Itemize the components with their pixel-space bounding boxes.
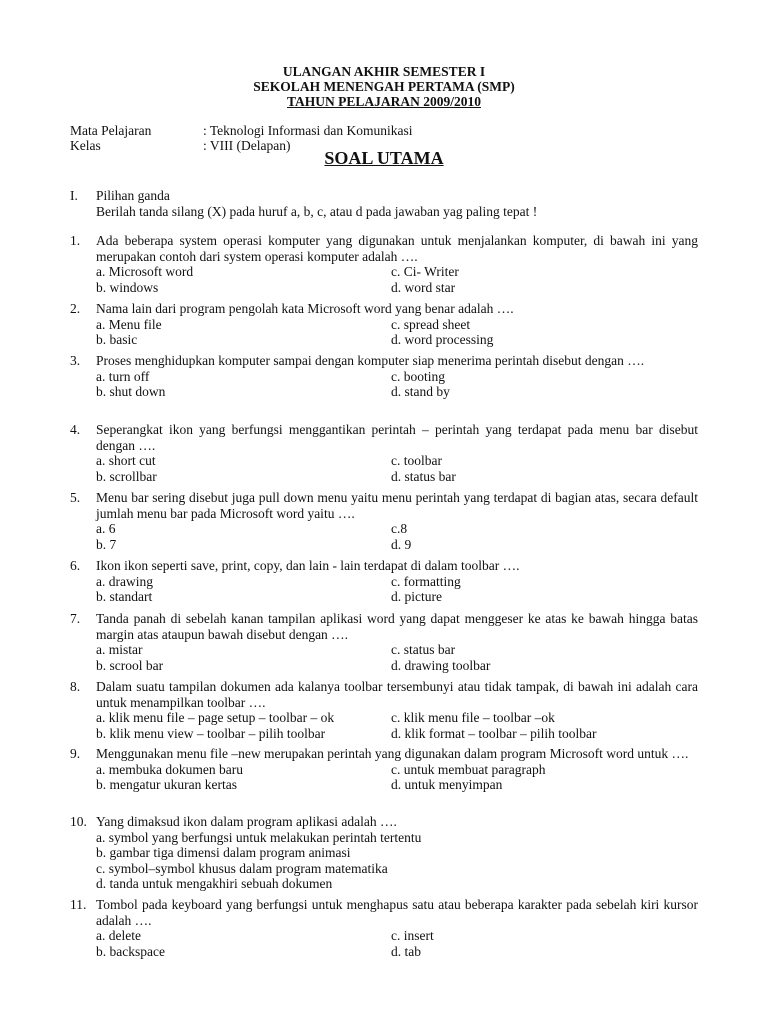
question-9 — [70, 746, 698, 793]
question-text: Nama lain dari program pengolah kata Microsoft word yang benar adalah …. — [96, 301, 514, 316]
page-title: SOAL UTAMA — [324, 148, 444, 168]
question-text: Tanda panah di sebelah kanan tampilan aplikasi word yang dapat menggeser ke atas ke bawah hingga batas margin atas ataupun bawah disebut dengan …. — [96, 611, 698, 642]
option-d: d. word processing — [391, 332, 494, 347]
header-line-2: SEKOLAH MENENGAH PERTAMA (SMP) — [253, 79, 515, 94]
subject-label: Mata Pelajaran — [70, 123, 152, 138]
question-number: 2. — [70, 301, 81, 316]
question-text: Menu bar sering disebut juga pull down menu yaitu menu perintah yang terdapat di bagian atas, secara default jumlah menu bar pada Microsoft word yaitu …. — [96, 490, 698, 521]
option-a: a. delete — [96, 928, 141, 943]
question-text: Menggunakan menu file –new merupakan perintah yang digunakan dalam program Microsoft word untuk …. — [96, 746, 689, 761]
option-a: a. Menu file — [96, 316, 162, 332]
question-text: Proses menghidupkan komputer sampai dengan komputer siap menerima perintah disebut dengan …. — [96, 353, 645, 368]
option-c: c. untuk membuat paragraph — [391, 761, 546, 777]
option-a: a. short cut — [96, 453, 156, 468]
question-number: 11. — [70, 897, 87, 912]
question-11 — [70, 897, 698, 959]
option-a: a. klik menu file – page setup – toolbar – ok — [96, 710, 335, 725]
question-number: 3. — [70, 353, 81, 368]
option-c: c. klik menu file – toolbar –ok — [391, 710, 555, 725]
option-c: c. symbol–symbol khusus dalam program matematika — [96, 860, 388, 876]
question-number: 8. — [70, 679, 81, 694]
question-number: 9. — [70, 746, 81, 761]
question-number: 10. — [70, 814, 87, 829]
option-a: a. mistar — [96, 642, 143, 657]
option-a: a. 6 — [96, 521, 116, 536]
exam-header — [0, 64, 768, 109]
subject-value: : Teknologi Informasi dan Komunikasi — [203, 123, 413, 138]
option-a: a. membuka dokumen baru — [96, 761, 243, 777]
question-2 — [70, 301, 698, 348]
header-line-1: ULANGAN AKHIR SEMESTER I — [282, 64, 486, 79]
meta-subject-row — [70, 123, 413, 138]
option-b: b. shut down — [96, 384, 166, 399]
option-b: b. klik menu view – toolbar – pilih toolbar — [96, 725, 326, 741]
question-3 — [70, 353, 698, 400]
section-number: I. — [70, 188, 78, 203]
class-label: Kelas — [70, 138, 101, 153]
question-text: Dalam suatu tampilan dokumen ada kalanya toolbar tersembunyi atau tidak tampak, di bawah ini adalah cara untuk menampilkan toolbar …. — [96, 679, 698, 710]
option-c: c. formatting — [391, 573, 461, 589]
option-b: b. gambar tiga dimensi dalam program animasi — [96, 845, 351, 860]
question-5 — [70, 490, 698, 552]
question-text: Seperangkat ikon yang berfungsi menggantikan perintah – perintah yang terdapat pada menu bar disebut dengan …. — [96, 422, 698, 453]
option-d: d. drawing toolbar — [391, 657, 491, 673]
question-number: 5. — [70, 490, 81, 505]
section-instruction: Berilah tanda silang (X) pada huruf a, b, c, atau d pada jawaban yag paling tepat ! — [96, 203, 538, 219]
option-b: b. backspace — [96, 943, 165, 959]
question-1 — [70, 233, 698, 295]
option-b: b. mengatur ukuran kertas — [96, 777, 237, 792]
option-d: d. picture — [391, 589, 442, 604]
option-d: d. tab — [391, 943, 421, 959]
question-text: Ikon ikon seperti save, print, copy, dan lain - lain terdapat di dalam toolbar …. — [96, 558, 520, 573]
question-10 — [70, 814, 698, 892]
option-d: d. status bar — [391, 468, 456, 484]
option-a: a. Microsoft word — [96, 264, 194, 279]
question-text: Yang dimaksud ikon dalam program aplikasi adalah …. — [96, 814, 397, 829]
section-name: Pilihan ganda — [96, 188, 170, 203]
option-a: a. turn off — [96, 368, 150, 384]
question-number: 4. — [70, 422, 81, 437]
option-b: b. 7 — [96, 536, 117, 552]
option-d: d. tanda untuk mengakhiri sebuah dokumen — [96, 876, 333, 891]
question-number: 1. — [70, 233, 81, 248]
question-6 — [70, 558, 698, 605]
option-a: a. drawing — [96, 573, 153, 589]
option-c: c. insert — [391, 928, 434, 943]
question-8 — [70, 679, 698, 741]
header-line-3: TAHUN PELAJARAN 2009/2010 — [286, 94, 481, 109]
option-d: d. stand by — [391, 384, 450, 399]
option-d: d. klik format – toolbar – pilih toolbar — [391, 725, 597, 741]
option-c: c. spread sheet — [391, 316, 471, 332]
question-text: Tombol pada keyboard yang berfungsi untuk menghapus satu atau beberapa karakter pada sebelah kiri kursor adalah …. — [96, 897, 698, 928]
option-c: c. booting — [391, 368, 445, 384]
option-c: c. status bar — [391, 642, 456, 657]
option-b: b. scrool bar — [96, 657, 164, 673]
option-b: b. basic — [96, 332, 138, 347]
question-7 — [70, 611, 698, 673]
option-d: d. 9 — [391, 536, 412, 552]
class-value: : VIII (Delapan) — [203, 138, 291, 153]
option-c: c.8 — [391, 521, 408, 536]
question-number: 6. — [70, 558, 81, 573]
option-c: c. Ci- Writer — [391, 264, 459, 279]
option-d: d. untuk menyimpan — [391, 777, 503, 792]
option-c: c. toolbar — [391, 453, 442, 468]
option-a: a. symbol yang berfungsi untuk melakukan perintah tertentu — [96, 829, 422, 845]
option-b: b. scrollbar — [96, 468, 157, 484]
option-b: b. windows — [96, 279, 159, 295]
question-text: Ada beberapa system operasi komputer yang digunakan untuk menjalankan komputer, di bawah ini yang merupakan contoh dari system operasi komputer adalah …. — [96, 233, 698, 264]
section-instructions — [70, 188, 700, 219]
question-4 — [70, 422, 698, 484]
question-number: 7. — [70, 611, 81, 626]
option-d: d. word star — [391, 279, 456, 295]
option-b: b. standart — [96, 589, 153, 604]
